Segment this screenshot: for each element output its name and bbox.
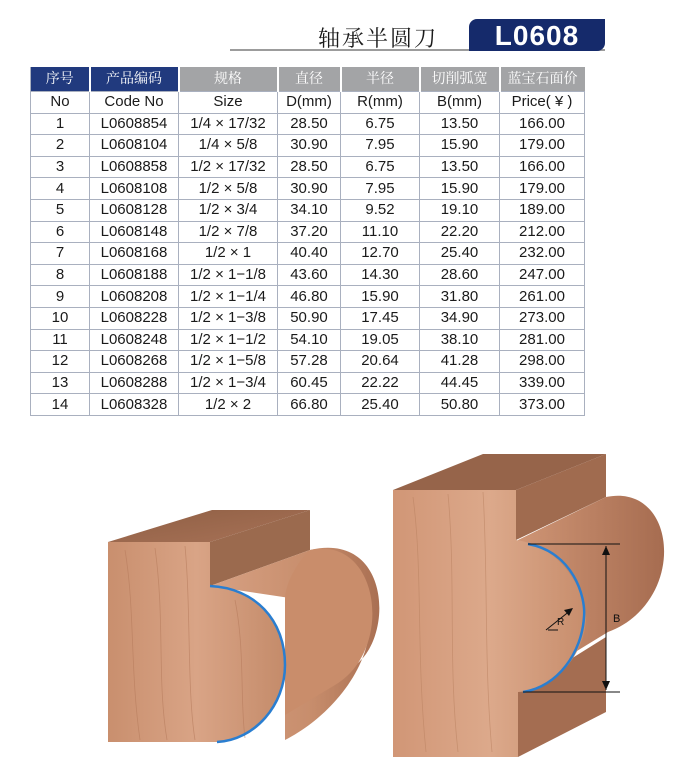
- table-cell: 166.00: [500, 113, 585, 135]
- table-cell: 13.50: [420, 156, 500, 178]
- table-cell: 9: [31, 286, 90, 308]
- table-cell: 17.45: [341, 307, 420, 329]
- model-badge: L0608: [469, 19, 605, 51]
- radius-label: R: [557, 617, 565, 628]
- spec-table: [30, 67, 585, 416]
- table-cell: 6.75: [341, 156, 420, 178]
- table-cell: 12: [31, 351, 90, 373]
- table-cell: L0608148: [90, 221, 179, 243]
- table-row: [31, 243, 585, 265]
- table-row: [31, 113, 585, 135]
- table-cell: 31.80: [420, 286, 500, 308]
- table-cell: 28.60: [420, 264, 500, 286]
- table-cell: 13: [31, 372, 90, 394]
- table-cell: 12.70: [341, 243, 420, 265]
- table-cell: 298.00: [500, 351, 585, 373]
- table-cell: L0608268: [90, 351, 179, 373]
- table-cell: 40.40: [278, 243, 341, 265]
- table-cell: 9.52: [341, 199, 420, 221]
- table-cell: 22.22: [341, 372, 420, 394]
- table-cell: L0608188: [90, 264, 179, 286]
- table-row: [31, 156, 585, 178]
- table-cell: 212.00: [500, 221, 585, 243]
- table-cell: L0608168: [90, 243, 179, 265]
- table-cell: 261.00: [500, 286, 585, 308]
- table-cell: 7.95: [341, 135, 420, 157]
- table-cell: 15.90: [420, 178, 500, 200]
- table-cell: 6.75: [341, 113, 420, 135]
- table-cell: 13.50: [420, 113, 500, 135]
- table-cell: 1/2 × 1−3/4: [179, 372, 278, 394]
- table-cell: L0608108: [90, 178, 179, 200]
- table-cell: L0608248: [90, 329, 179, 351]
- table-cell: 46.80: [278, 286, 341, 308]
- table-cell: L0608328: [90, 394, 179, 416]
- table-row: [31, 221, 585, 243]
- column-header: 产品编码: [90, 67, 179, 92]
- table-row: [31, 394, 585, 416]
- column-subheader: Size: [179, 92, 278, 114]
- table-cell: L0608104: [90, 135, 179, 157]
- table-cell: 247.00: [500, 264, 585, 286]
- column-header: 蓝宝石面价: [500, 67, 585, 92]
- table-cell: 25.40: [420, 243, 500, 265]
- table-cell: L0608854: [90, 113, 179, 135]
- table-cell: 38.10: [420, 329, 500, 351]
- table-cell: 11: [31, 329, 90, 351]
- table-cell: 1/2 × 5/8: [179, 178, 278, 200]
- table-cell: 166.00: [500, 156, 585, 178]
- table-header-row: [31, 67, 585, 92]
- table-subheader-row: [31, 92, 585, 114]
- column-subheader: No: [31, 92, 90, 114]
- table-cell: 6: [31, 221, 90, 243]
- table-row: [31, 329, 585, 351]
- column-header: 半径: [341, 67, 420, 92]
- table-cell: 30.90: [278, 135, 341, 157]
- profile-illustration-right: [388, 452, 680, 762]
- table-cell: 25.40: [341, 394, 420, 416]
- table-cell: 1/2 × 1−3/8: [179, 307, 278, 329]
- table-cell: 1/2 × 1: [179, 243, 278, 265]
- table-cell: 28.50: [278, 113, 341, 135]
- table-cell: 7.95: [341, 178, 420, 200]
- table-cell: L0608128: [90, 199, 179, 221]
- column-header: 切削弧宽: [420, 67, 500, 92]
- table-cell: 14: [31, 394, 90, 416]
- table-cell: 30.90: [278, 178, 341, 200]
- table-cell: 1/2 × 3/4: [179, 199, 278, 221]
- table-cell: 15.90: [341, 286, 420, 308]
- table-cell: 34.10: [278, 199, 341, 221]
- table-cell: 273.00: [500, 307, 585, 329]
- table-cell: 54.10: [278, 329, 341, 351]
- table-cell: 1/2 × 17/32: [179, 156, 278, 178]
- column-header: 序号: [31, 67, 90, 92]
- width-label: B: [613, 613, 621, 625]
- table-cell: 8: [31, 264, 90, 286]
- table-cell: 50.80: [420, 394, 500, 416]
- table-cell: 281.00: [500, 329, 585, 351]
- table-cell: 1/2 × 1−1/8: [179, 264, 278, 286]
- table-row: [31, 135, 585, 157]
- table-row: [31, 199, 585, 221]
- table-cell: 3: [31, 156, 90, 178]
- table-cell: 179.00: [500, 135, 585, 157]
- table-row: [31, 178, 585, 200]
- table-row: [31, 286, 585, 308]
- table-cell: 1/4 × 5/8: [179, 135, 278, 157]
- table-cell: 37.20: [278, 221, 341, 243]
- column-subheader: Price( ¥ ): [500, 92, 585, 114]
- table-cell: 2: [31, 135, 90, 157]
- column-subheader: Code No: [90, 92, 179, 114]
- table-cell: 7: [31, 243, 90, 265]
- table-row: [31, 372, 585, 394]
- table-cell: 1/2 × 1−1/4: [179, 286, 278, 308]
- profile-illustration-left: [95, 490, 395, 760]
- table-cell: 50.90: [278, 307, 341, 329]
- table-cell: 20.64: [341, 351, 420, 373]
- table-cell: L0608288: [90, 372, 179, 394]
- table-cell: 28.50: [278, 156, 341, 178]
- table-row: [31, 307, 585, 329]
- table-cell: 60.45: [278, 372, 341, 394]
- table-cell: 373.00: [500, 394, 585, 416]
- column-header: 规格: [179, 67, 278, 92]
- table-cell: 5: [31, 199, 90, 221]
- column-subheader: B(mm): [420, 92, 500, 114]
- table-cell: 57.28: [278, 351, 341, 373]
- table-cell: 1/2 × 1−1/2: [179, 329, 278, 351]
- table-cell: 232.00: [500, 243, 585, 265]
- page-title: 轴承半圆刀: [318, 27, 439, 52]
- column-subheader: R(mm): [341, 92, 420, 114]
- table-cell: L0608858: [90, 156, 179, 178]
- table-cell: 179.00: [500, 178, 585, 200]
- table-cell: 1/2 × 1−5/8: [179, 351, 278, 373]
- column-header: 直径: [278, 67, 341, 92]
- table-cell: 66.80: [278, 394, 341, 416]
- table-cell: 14.30: [341, 264, 420, 286]
- table-cell: 43.60: [278, 264, 341, 286]
- table-cell: 1/2 × 7/8: [179, 221, 278, 243]
- table-cell: 1: [31, 113, 90, 135]
- table-cell: 15.90: [420, 135, 500, 157]
- table-cell: L0608208: [90, 286, 179, 308]
- table-cell: 34.90: [420, 307, 500, 329]
- table-row: [31, 264, 585, 286]
- table-cell: 10: [31, 307, 90, 329]
- table-cell: 1/4 × 17/32: [179, 113, 278, 135]
- table-cell: 339.00: [500, 372, 585, 394]
- table-cell: 19.05: [341, 329, 420, 351]
- table-cell: L0608228: [90, 307, 179, 329]
- column-subheader: D(mm): [278, 92, 341, 114]
- table-cell: 1/2 × 2: [179, 394, 278, 416]
- table-cell: 4: [31, 178, 90, 200]
- table-row: [31, 351, 585, 373]
- table-cell: 22.20: [420, 221, 500, 243]
- table-cell: 44.45: [420, 372, 500, 394]
- table-cell: 19.10: [420, 199, 500, 221]
- table-cell: 41.28: [420, 351, 500, 373]
- table-cell: 189.00: [500, 199, 585, 221]
- table-cell: 11.10: [341, 221, 420, 243]
